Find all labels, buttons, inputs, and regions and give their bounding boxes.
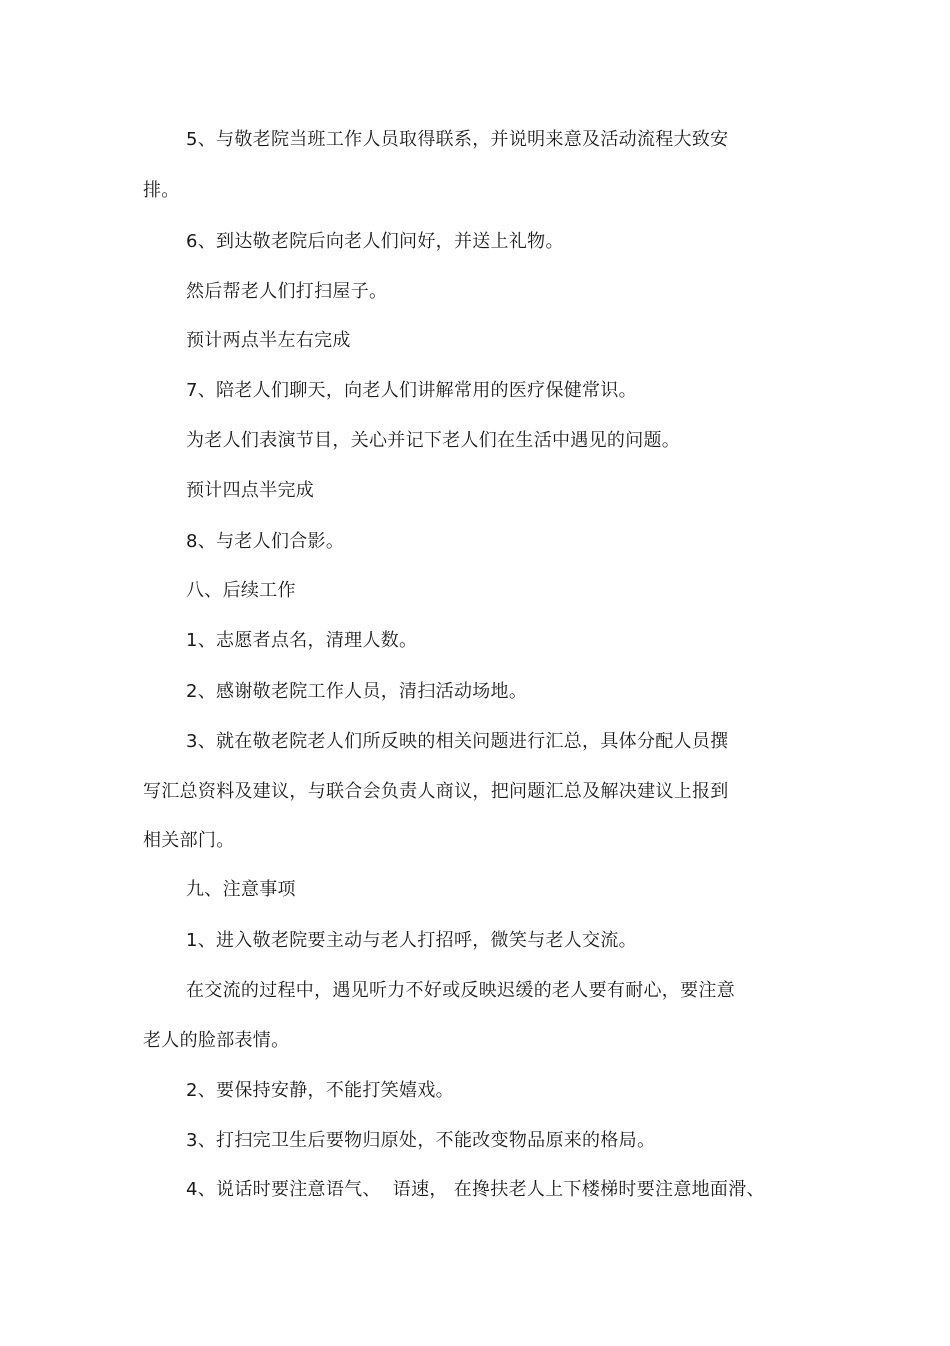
followup-item-3-line-2: 写汇总资料及建议，与联合会负责人商议，把问题汇总及解决建议上报到 — [143, 781, 729, 802]
step-7-line: 7、陪老人们聊天，向老人们讲解常用的医疗保健常识。 — [186, 380, 637, 401]
followup-item-3-line-3: 相关部门。 — [143, 830, 235, 851]
step-5-line-1: 5、与敬老院当班工作人员取得联系，并说明来意及活动流程大致安 — [186, 129, 729, 150]
notice-item-3: 3、打扫完卫生后要物归原处，不能改变物品原来的格局。 — [186, 1130, 656, 1151]
step-7-time: 预计四点半完成 — [186, 480, 315, 501]
step-6-detail: 然后帮老人们打扫屋子。 — [186, 281, 388, 302]
notice-item-1: 1、进入敬老院要主动与老人打招呼，微笑与老人交流。 — [186, 930, 637, 951]
step-7-detail: 为老人们表演节目，关心并记下老人们在生活中遇见的问题。 — [186, 430, 681, 451]
section-heading-9: 九、注意事项 — [186, 879, 296, 900]
followup-item-2: 2、感谢敬老院工作人员，清扫活动场地。 — [186, 681, 528, 702]
followup-item-3-line-1: 3、就在敬老院老人们所反映的相关问题进行汇总，具体分配人员撰 — [186, 731, 729, 752]
notice-item-2: 2、要保持安静，不能打笑嬉戏。 — [186, 1080, 454, 1101]
step-6-time: 预计两点半左右完成 — [186, 330, 351, 351]
notice-item-1-detail-line-1: 在交流的过程中，遇见听力不好或反映迟缓的老人要有耐心，要注意 — [186, 980, 735, 1001]
step-5-line-2: 排。 — [143, 180, 180, 201]
notice-item-1-detail-line-2: 老人的脸部表情。 — [143, 1030, 290, 1051]
step-8-line: 8、与老人们合影。 — [186, 531, 345, 552]
notice-item-4: 4、说话时要注意语气、 语速， 在搀扶老人上下楼梯时要注意地面滑、 — [186, 1179, 765, 1200]
section-heading-8: 八、后续工作 — [186, 580, 296, 601]
step-6-line: 6、到达敬老院后向老人们问好，并送上礼物。 — [186, 231, 564, 252]
followup-item-1: 1、志愿者点名，清理人数。 — [186, 630, 418, 651]
